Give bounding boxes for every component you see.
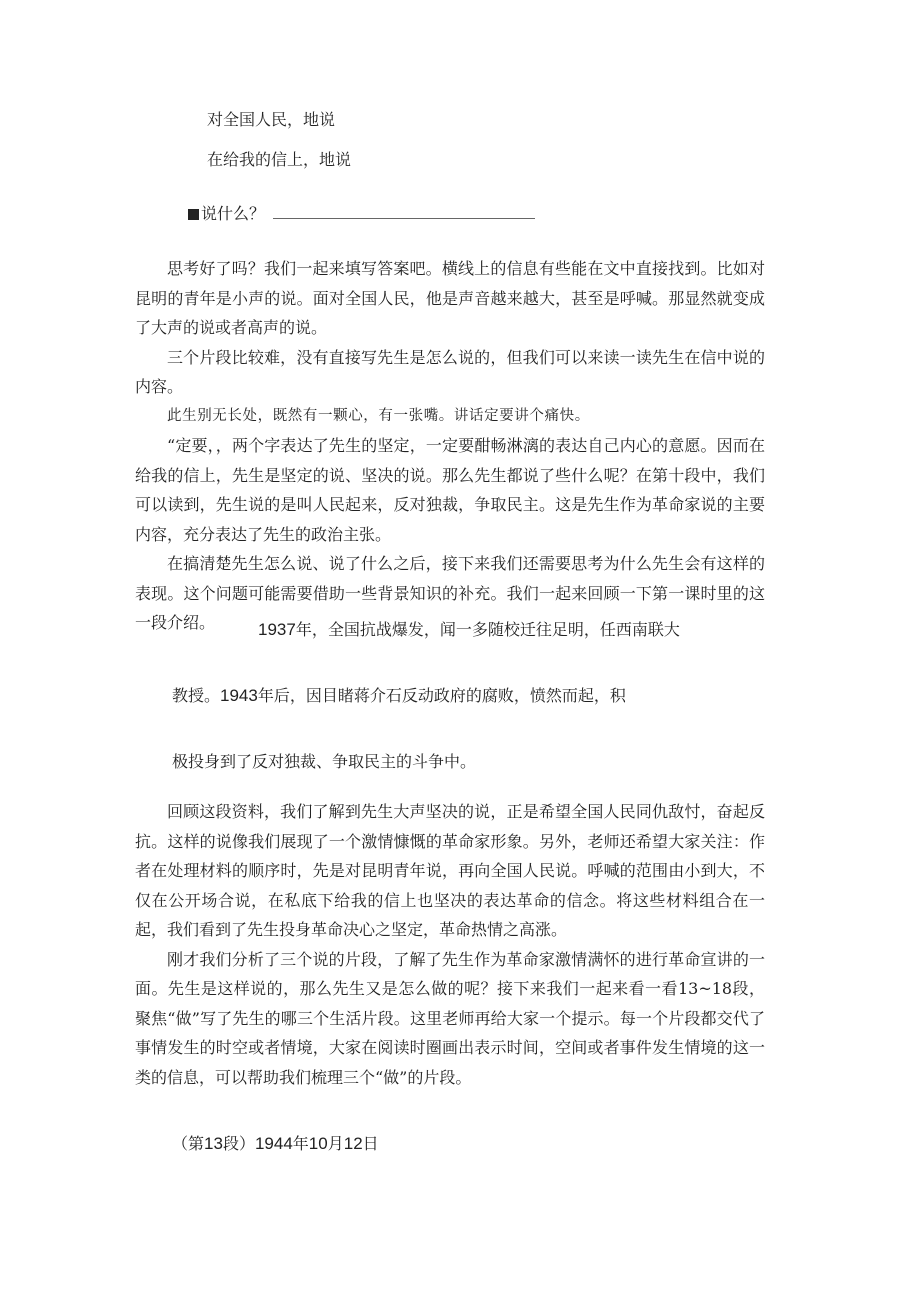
paragraph-text: 三个片段比较难，没有直接写先生是怎么说的，但我们可以来读一读先生在信中说的内容。 [135, 347, 765, 396]
paragraph-text: 回顾这段资料，我们了解到先生大声坚决的说，正是希望全国人民同仇敌忖，奋起反抗。这样的说像我们展现了一个激情慷慨的革命家形象。另外，老师还希望大家关注：作者在处理材料的顺序时，先是对昆明青年说，再向全国人民说。呼喊的范围由小到大，不仅在公开场合说，在私底下给我的信上也坚决的表达革命的信念。将这些材料组合在一起，我们看到了先生投身革命决心之坚定，革命热情之高涨。 [135, 802, 765, 939]
background-line-3: 极投身到了反对独裁、争取民主的斗争中。 [172, 752, 477, 771]
paragraph-text: “定要，，两个字表达了先生的坚定，一定要酣畅淋漓的表达自己内心的意愿。因而在给我的信上，先生是坚定的说、坚决的说。那么先生都说了些什么呢？在第十段中，我们可以读到，先生说的是叫人民起来，反对独裁，争取民主。这是先生作为革命家说的主要内容，充分表达了先生的政治主张。 [135, 436, 765, 544]
year-number: 1937 [258, 620, 296, 639]
black-square-icon [188, 209, 199, 220]
paragraph-analysis [135, 797, 765, 1092]
section-month: 10 [308, 1134, 328, 1153]
background-line-2 [172, 686, 626, 706]
section-year: 1944 [254, 1134, 293, 1153]
paragraph-text: 在搞清楚先生怎么说、说了什么之后，接下来我们还需要思考为什么先生会有这样的表现。这个问题可能需要借助一些背景知识的补充。我们一起来回顾一下第一课时里的这一段介绍。 [135, 554, 765, 632]
year-number: 1943 [220, 686, 258, 705]
section-text: 年 [292, 1134, 309, 1153]
paragraph-answer-intro [135, 254, 765, 638]
quote-text: 此生别无长处，既然有一颗心，有一张嘴。讲话定要讲个痛快。 [167, 407, 590, 424]
question-what-said [188, 204, 535, 224]
section-text: （第 [172, 1134, 205, 1153]
section-text: 月 [327, 1134, 344, 1153]
question-label: 说什么？ [201, 204, 266, 223]
paragraph-text: 刚才我们分析了三个说的片段，了解了先生作为革命家激情满怀的进行革命宣讲的一面。先生是这样说的，那么先生又是怎么做的呢？接下来我们一起来看一看13~18段，聚焦“做”写了先生的哪三个生活片段。这里老师再给大家一个提示。每一个片段都交代了事情发生的时空或者情境，大家在阅读时圈画出表示时间，空间或者事件发生情境的这一类的信息，可以帮助我们梳理三个“做”的片段。 [135, 949, 765, 1087]
paragraph-text: 思考好了吗？我们一起来填写答案吧。横线上的信息有些能在文中直接找到。比如对昆明的青年是小声的说。面对全国人民，他是声音越来越大，甚至是呼喊。那显然就变成了大声的说或者高声的说。 [135, 259, 765, 337]
answer-blank-line [273, 204, 535, 219]
background-line-1 [258, 620, 680, 640]
section-text: 日 [362, 1134, 379, 1153]
background-text: 年，全国抗战爆发，闻一多随校迁往足明，任西南联大 [295, 620, 680, 639]
prompt-line-national: 对全国人民，地说 [207, 110, 336, 129]
section-number: 13 [204, 1134, 223, 1153]
section-text: 段） [222, 1134, 255, 1153]
background-text: 教授。 [172, 686, 221, 705]
background-text: 年后，因目睹蒋介石反动政府的腐败，愤然而起，积 [257, 686, 626, 705]
prompt-line-letter: 在给我的信上，地说 [207, 150, 352, 169]
section-day: 12 [343, 1134, 363, 1153]
section-heading [172, 1134, 379, 1154]
